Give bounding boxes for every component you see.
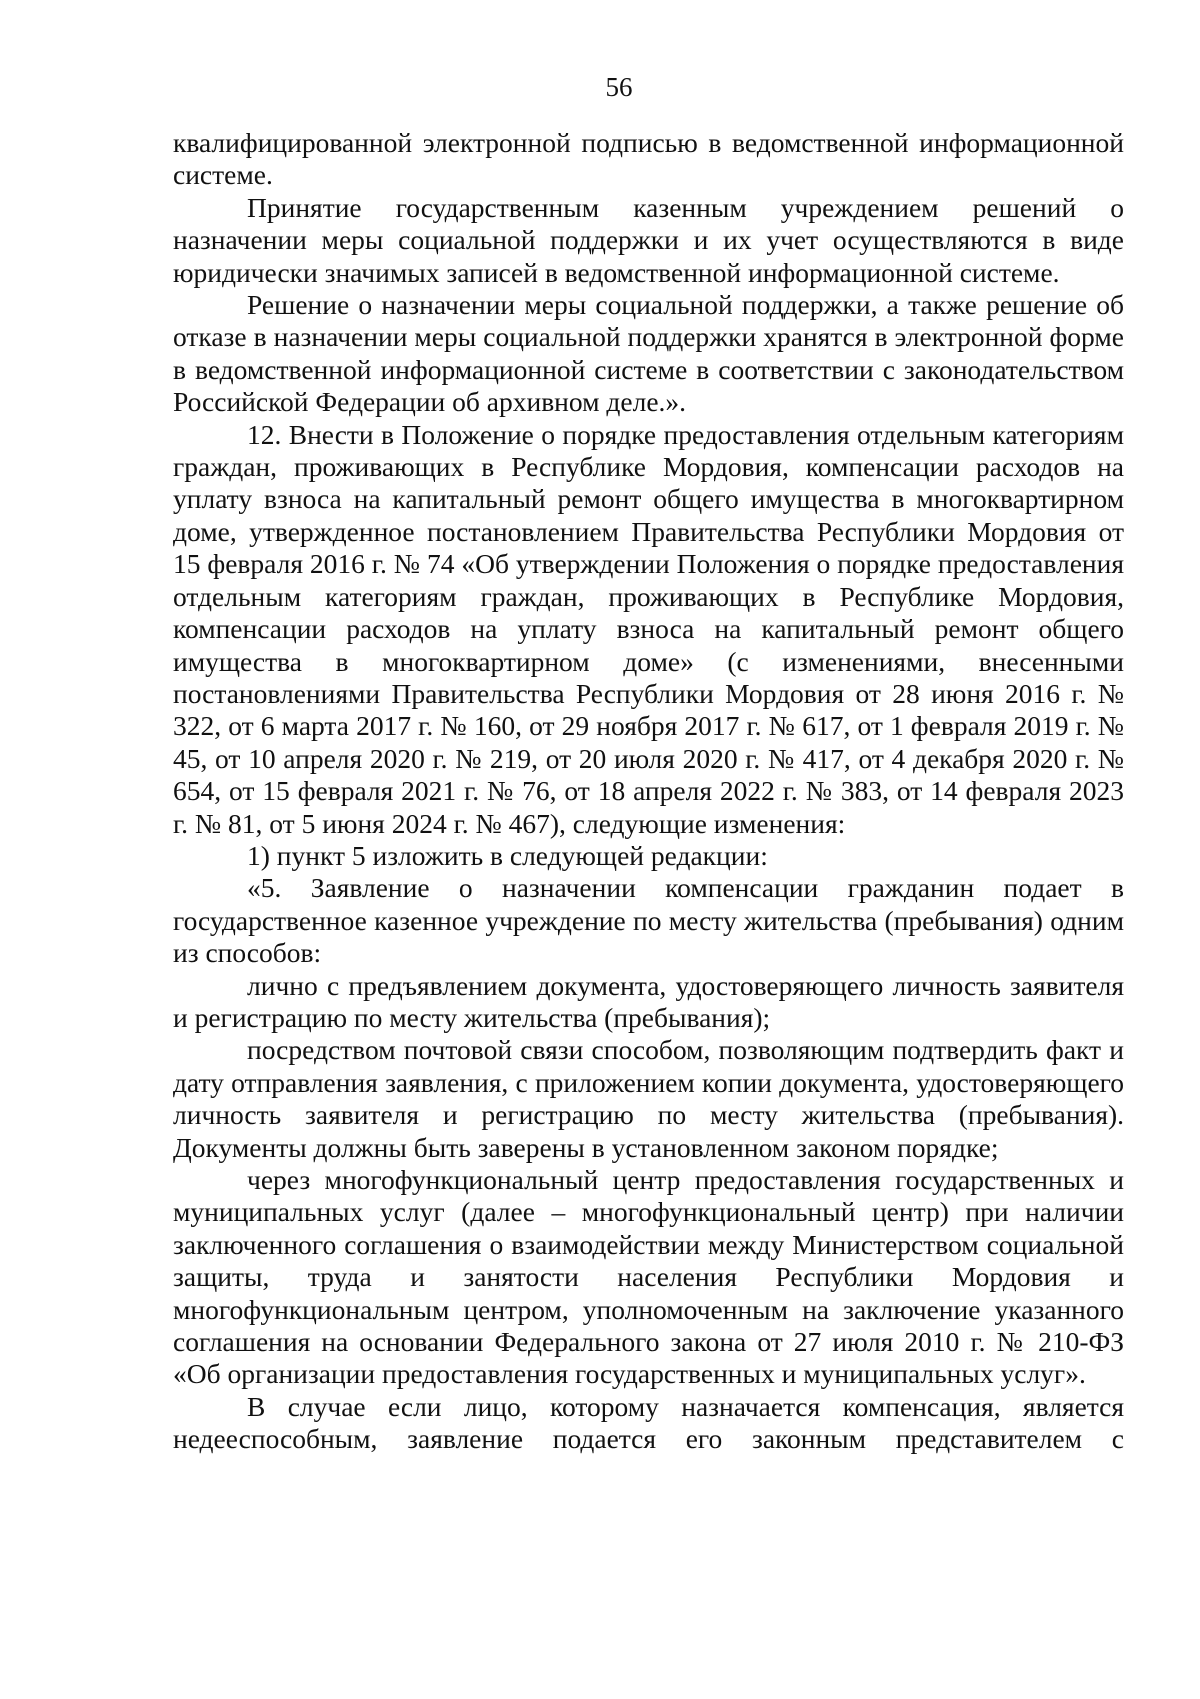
paragraph: «5. Заявление о назначении компенсации гражданин подает в государственное казенное учреждение по месту жительства (пребывания) одним из способов: bbox=[173, 872, 1124, 969]
paragraph: Решение о назначении меры социальной поддержки, а также решение об отказе в назначении меры социальной поддержки хранятся в электронной форме в ведомственной информационной системе в соответствии с законодательством Российской Федерации об архивном деле.». bbox=[173, 289, 1124, 418]
paragraph: 12. Внести в Положение о порядке предоставления отдельным категориям граждан, проживающих в Республике Мордовия, компенсации расходов на уплату взноса на капитальный ремонт общего имущества в многоквартирном доме, утвержденное постановлением Правительства Республики Мордовия от 15 февраля 2016 г. № 74 «Об утверждении Положения о порядке предоставления отдельным категориям граждан, проживающих в Республике Мордовия, компенсации расходов на уплату взноса на капитальный ремонт общего имущества в многоквартирном доме» (с изменениями, внесенными постановлениями Правительства Республики Мордовия от 28 июня 2016 г. № 322, от 6 марта 2017 г. № 160, от 29 ноября 2017 г. № 617, от 1 февраля 2019 г. № 45, от 10 апреля 2020 г. № 219, от 20 июля 2020 г. № 417, от 4 декабря 2020 г. № 654, от 15 февраля 2021 г. № 76, от 18 апреля 2022 г. № 383, от 14 февраля 2023 г. № 81, от 5 июня 2024 г. № 467), следующие изменения: bbox=[173, 418, 1124, 839]
paragraph: через многофункциональный центр предоставления государственных и муниципальных услуг (далее – многофункциональный центр) при наличии заключенного соглашения о взаимодействии между Министерством социальной защиты, труда и занятости населения Республики Мордовия и многофункциональным центром, уполномоченным на заключение указанного соглашения на основании Федерального закона от 27 июля 2010 г. № 210-ФЗ «Об организации предоставления государственных и муниципальных услуг». bbox=[173, 1164, 1124, 1390]
paragraph: В случае если лицо, которому назначается компенсация, является недееспособным, заявление подается его законным представителем с bbox=[173, 1390, 1124, 1455]
paragraph: квалифицированной электронной подписью в ведомственной информационной системе. bbox=[173, 127, 1124, 191]
paragraph: 1) пункт 5 изложить в следующей редакции: bbox=[247, 839, 768, 871]
paragraph: Принятие государственным казенным учреждением решений о назначении меры социальной поддержки и их учет осуществляются в виде юридически значимых записей в ведомственной информационной системе. bbox=[173, 191, 1124, 288]
page-number: 56 bbox=[605, 72, 633, 102]
document-body bbox=[173, 127, 1124, 1456]
paragraph: посредством почтовой связи способом, позволяющим подтвердить факт и дату отправления заявления, с приложением копии документа, удостоверяющего личность заявителя и регистрацию по месту жительства (пребывания). Документы должны быть заверены в установленном законом порядке; bbox=[173, 1034, 1124, 1163]
paragraph: лично с предъявлением документа, удостоверяющего личность заявителя и регистрацию по месту жительства (пребывания); bbox=[173, 969, 1124, 1033]
